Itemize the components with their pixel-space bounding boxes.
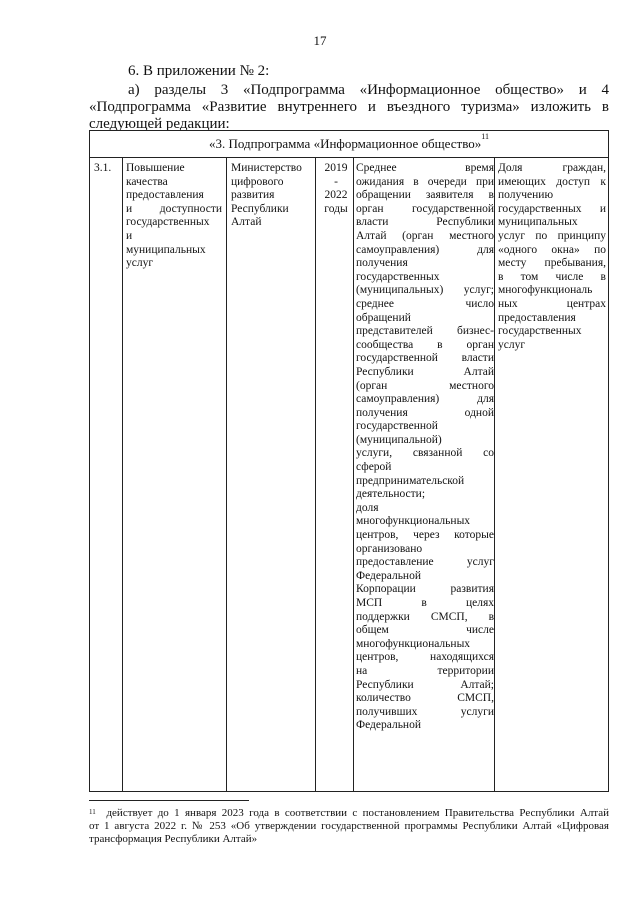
footnote-line-1-text: действует до 1 января 2023 года в соответствии с постановлением Правительства Республики Алтай bbox=[106, 807, 610, 819]
intro-line-2: «Подпрограмма «Развитие внутреннего и въездного туризма» изложить в bbox=[89, 99, 609, 115]
indicator-line: предоставление услуг bbox=[356, 556, 494, 569]
indicator-line: доля bbox=[356, 501, 379, 514]
indicator-line: центров, находящихся bbox=[356, 651, 494, 664]
goal-line: качества bbox=[126, 175, 168, 188]
executor-line: развития bbox=[231, 189, 275, 202]
goal-line: предоставления bbox=[126, 189, 204, 202]
result-line: Доля граждан, bbox=[498, 162, 606, 174]
indicator-line: Федеральной bbox=[356, 719, 421, 732]
footnote-ref[interactable]: 11 bbox=[481, 132, 489, 141]
result-line: муниципальных bbox=[498, 216, 578, 229]
footnote-line-3: трансформация Республики Алтай» bbox=[89, 833, 258, 845]
footnote-number: 11 bbox=[89, 808, 96, 816]
executor-cell bbox=[231, 162, 311, 230]
column-divider bbox=[353, 157, 354, 791]
result-cell bbox=[498, 162, 606, 352]
footnote-line-2: от 1 августа 2022 г. № 253 «Об утверждении государственной программы Республики Алтай «Цифровая bbox=[89, 820, 609, 832]
intro-heading: 6. В приложении № 2: bbox=[128, 63, 270, 79]
indicator-line: обращений bbox=[356, 311, 411, 324]
result-line: в том числе в bbox=[498, 270, 606, 283]
indicator-line: сферой bbox=[356, 461, 392, 474]
footnote bbox=[89, 807, 609, 846]
result-line: услуг по принципу bbox=[498, 229, 606, 242]
result-line: многофункциональ bbox=[498, 284, 593, 297]
intro-paragraph bbox=[89, 82, 609, 116]
result-line: имеющих доступ к bbox=[498, 175, 606, 188]
result-line: «одного окна» по bbox=[498, 243, 606, 256]
goal-line: Повышение bbox=[126, 162, 185, 174]
result-line: государственных и bbox=[498, 202, 606, 215]
goal-cell bbox=[126, 162, 222, 271]
subprogram-table bbox=[89, 130, 609, 792]
executor-line: Алтай bbox=[231, 216, 262, 229]
indicator-line: общем числе bbox=[356, 624, 494, 637]
column-divider bbox=[315, 157, 316, 791]
result-line: государственных bbox=[498, 325, 582, 338]
indicator-line: государственной власти bbox=[356, 352, 494, 365]
table-caption bbox=[90, 131, 608, 158]
years-cell bbox=[319, 162, 353, 216]
indicator-line: Федеральной bbox=[356, 569, 421, 582]
indicator-line: получения одной bbox=[356, 406, 494, 419]
indicator-line: на территории bbox=[356, 664, 494, 677]
goal-line: муниципальных bbox=[126, 243, 206, 256]
column-divider bbox=[122, 157, 123, 791]
result-line: предоставления bbox=[498, 311, 576, 324]
footnote-line-1 bbox=[89, 807, 609, 820]
indicator-line: самоуправления) для bbox=[356, 243, 494, 256]
indicator-line: получения bbox=[356, 257, 408, 270]
indicator-line: (муниципальных) услуг; bbox=[356, 284, 494, 297]
indicator-line: Среднее время bbox=[356, 162, 494, 174]
page-number: 17 bbox=[313, 33, 327, 48]
indicator-line: представителей бизнес- bbox=[356, 325, 494, 338]
indicator-line: власти Республики bbox=[356, 216, 494, 229]
indicator-line: получивших услуги bbox=[356, 705, 494, 718]
indicator-line: Республики Алтай bbox=[356, 365, 494, 378]
years-line: - bbox=[334, 175, 338, 188]
intro-line-1: а) разделы 3 «Подпрограмма «Информационное общество» и 4 bbox=[128, 82, 609, 98]
column-divider bbox=[494, 157, 495, 791]
indicator-line: поддержки СМСП, в bbox=[356, 610, 494, 623]
result-line: месту пребывания, bbox=[498, 257, 606, 270]
indicator-line: орган государственной bbox=[356, 202, 494, 215]
indicator-line: Республики Алтай; bbox=[356, 678, 494, 691]
indicator-line: обращении заявителя в bbox=[356, 189, 494, 202]
indicator-line: (муниципальной) bbox=[356, 433, 442, 446]
indicator-line: Корпорации развития bbox=[356, 583, 494, 596]
footnote-separator bbox=[89, 800, 249, 801]
indicator-line: предпринимательской bbox=[356, 474, 465, 487]
years-line: годы bbox=[324, 202, 348, 215]
intro-line-3: следующей редакции: bbox=[89, 116, 230, 132]
indicator-line: многофункциональных bbox=[356, 515, 471, 528]
executor-line: цифрового bbox=[231, 175, 284, 188]
indicator-line: среднее число bbox=[356, 297, 494, 310]
goal-line: услуг bbox=[126, 257, 154, 270]
indicator-line: государственных bbox=[356, 270, 440, 283]
column-divider bbox=[226, 157, 227, 791]
indicator-line: ожидания в очереди при bbox=[356, 175, 494, 188]
row-number: 3.1. bbox=[94, 162, 112, 174]
years-line: 2019 bbox=[324, 162, 348, 174]
indicator-line: центров, через которые bbox=[356, 529, 494, 542]
indicator-line: (орган местного bbox=[356, 379, 494, 392]
executor-line: Республики bbox=[231, 202, 289, 215]
indicator-line: многофункциональных bbox=[356, 637, 471, 650]
goal-line: государственных bbox=[126, 216, 210, 229]
indicator-line: самоуправления) для bbox=[356, 393, 494, 406]
indicator-line: МСП в целях bbox=[356, 597, 494, 609]
indicator-line: услуги, связанной со bbox=[356, 447, 494, 460]
indicator-line: Алтай (орган местного bbox=[356, 229, 494, 242]
indicator-line: количество СМСП, bbox=[356, 692, 494, 705]
result-line: услуг bbox=[498, 338, 526, 351]
years-line: 2022 bbox=[324, 189, 348, 202]
result-line: ных центрах bbox=[498, 297, 606, 310]
goal-line: и bbox=[126, 229, 133, 242]
indicator-line: организовано bbox=[356, 542, 423, 555]
indicator-line: сообщества в орган bbox=[356, 338, 494, 351]
indicator-line: государственной bbox=[356, 420, 438, 433]
result-line: получению bbox=[498, 189, 554, 202]
indicator-cell bbox=[356, 162, 494, 733]
executor-line: Министерство bbox=[231, 162, 302, 174]
table-caption-text: «3. Подпрограмма «Информационное общество» bbox=[209, 136, 482, 151]
indicator-line: деятельности; bbox=[356, 488, 426, 501]
goal-line: и доступности bbox=[126, 202, 222, 215]
